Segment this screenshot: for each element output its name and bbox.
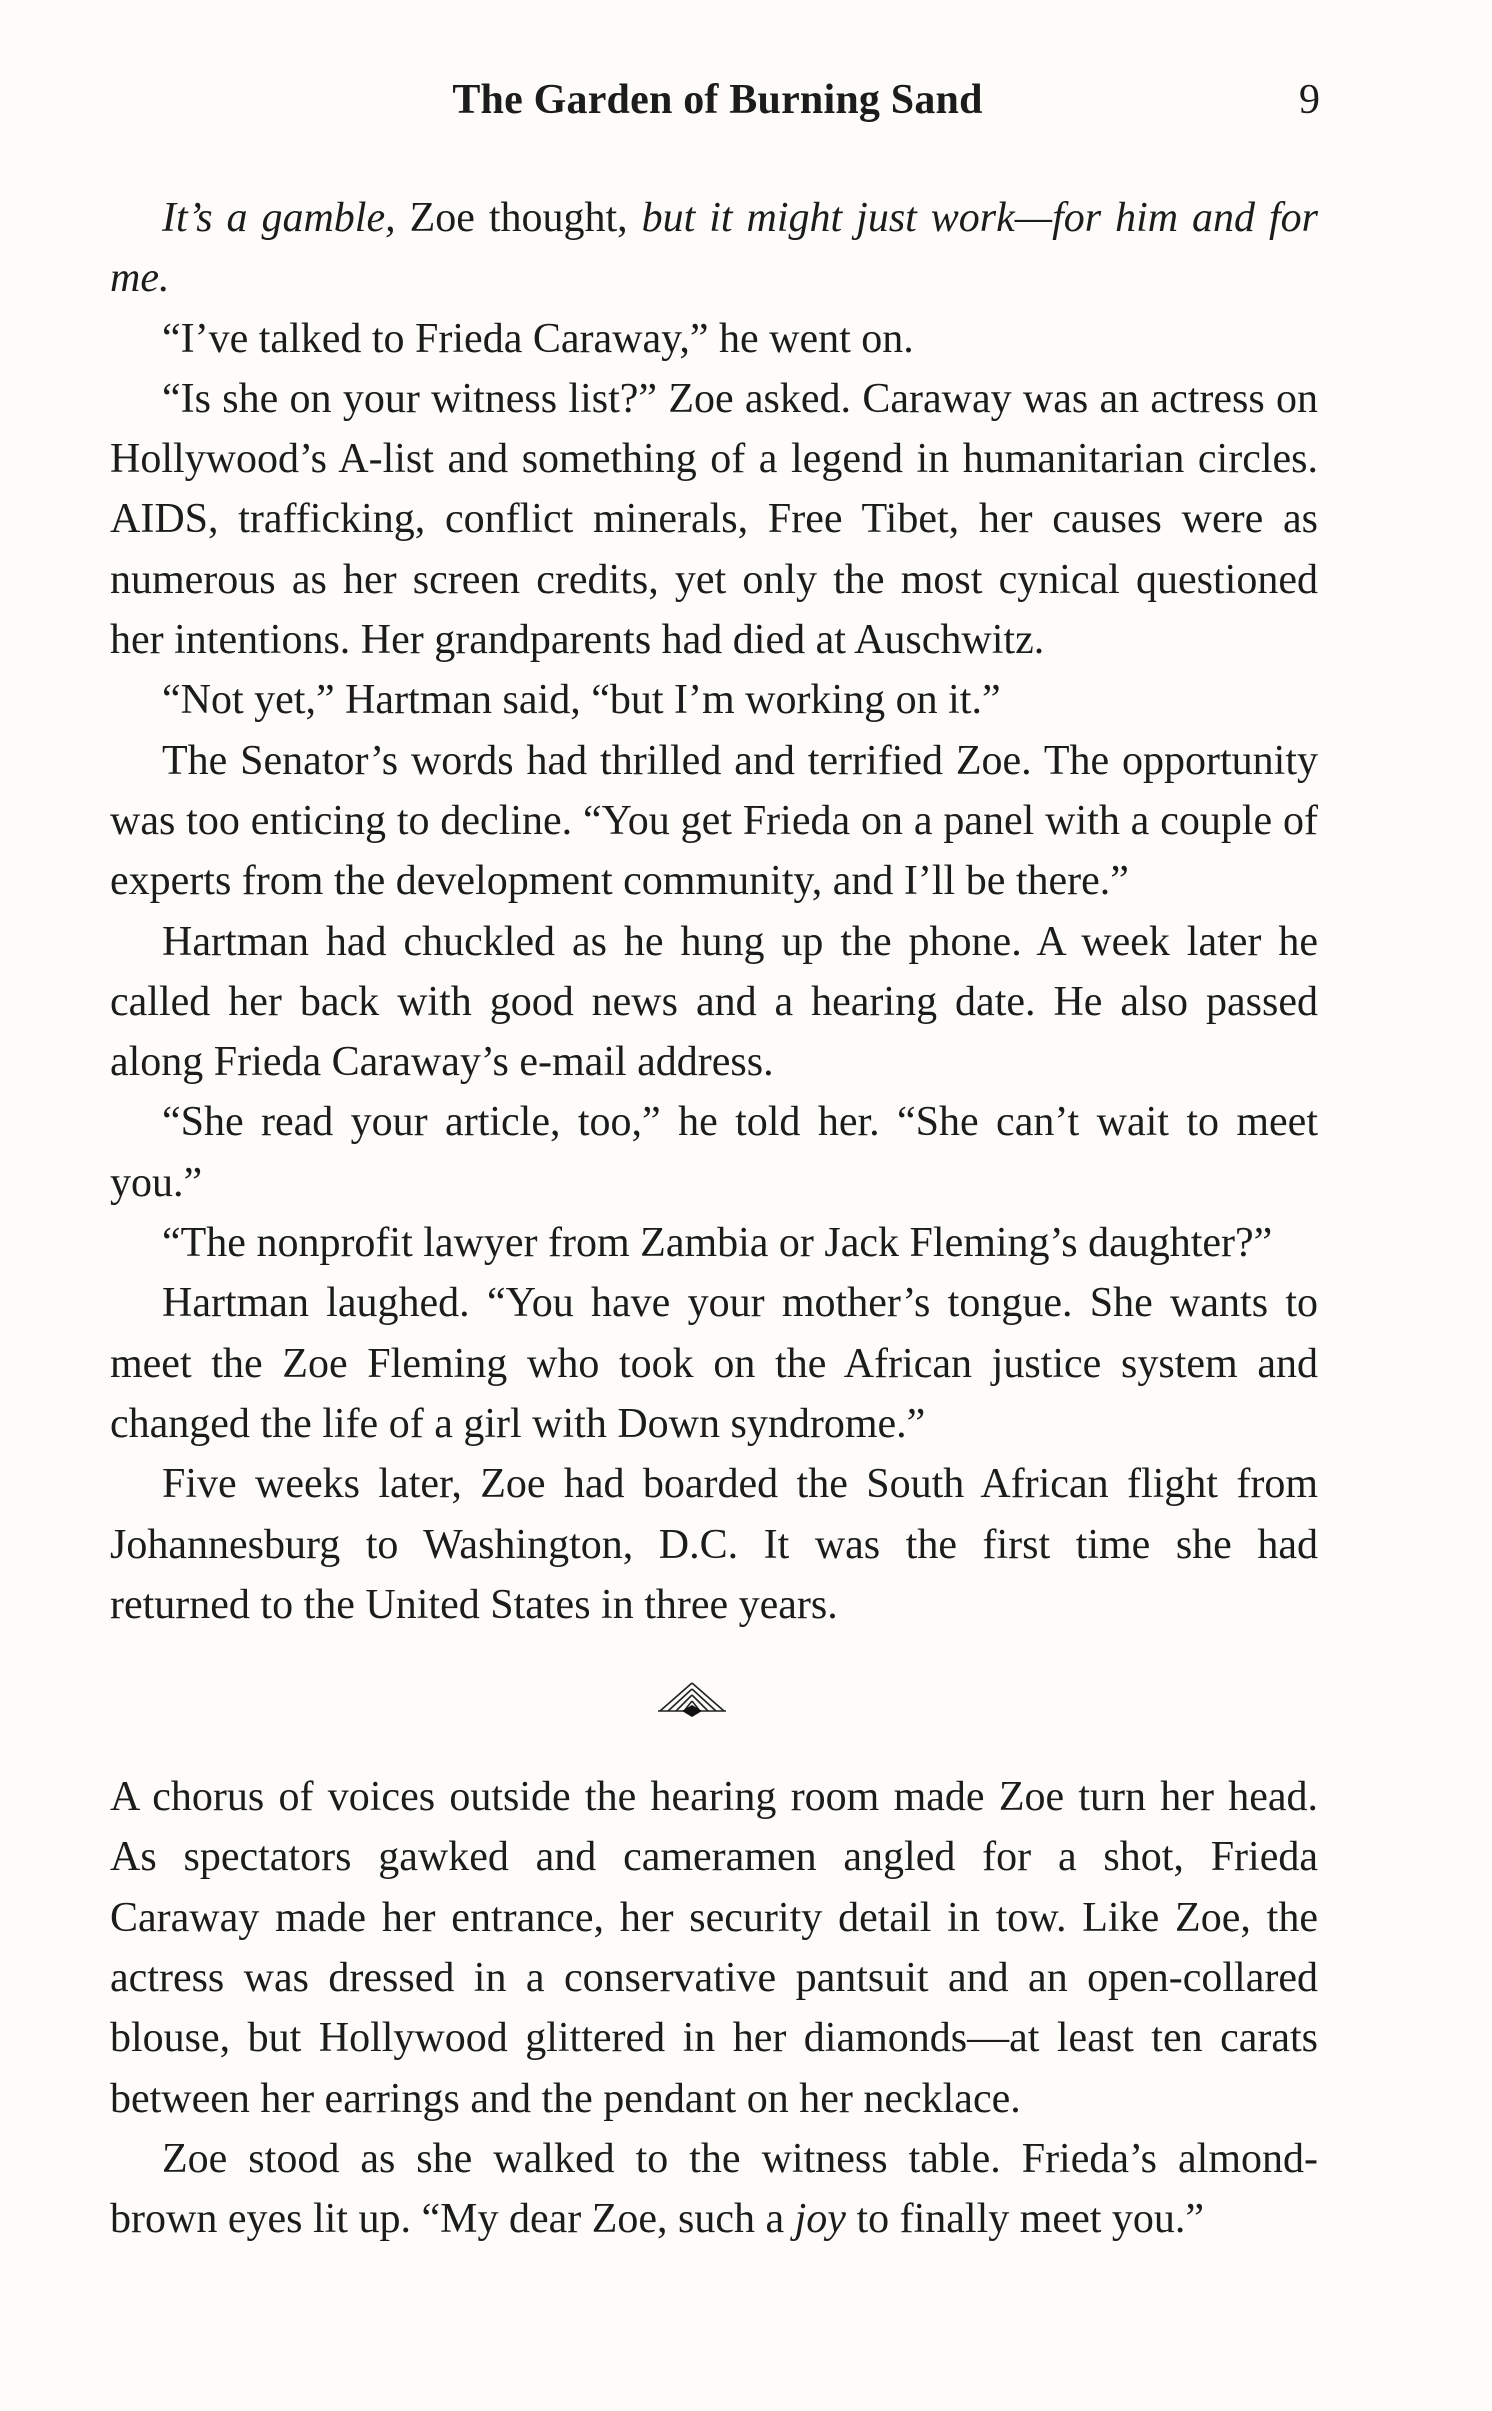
paragraph: “Is she on your witness list?” Zoe asked. Caraway was an actress on Hollywood’s A-list and something of a legend in humanitarian circles. AIDS, trafficking, conflict minerals, Free Tibet, her causes were as numerous as her screen credits, yet only the most cynical questioned her intentions. Her grandparents had died at Auschwitz. bbox=[110, 375, 1318, 664]
running-title: The Garden of Burning Sand bbox=[452, 77, 983, 123]
pyramid-ornament-icon bbox=[656, 1679, 728, 1719]
paragraph: Hartman had chuckled as he hung up the phone. A week later he called her back with good news and a hearing date. He also passed along Frieda Caraway’s e-mail address. bbox=[110, 918, 1318, 1086]
italic-thought: but it might just work—for him and for me. bbox=[110, 195, 1319, 302]
page-number: 9 bbox=[1299, 77, 1320, 123]
paragraph: Five weeks later, Zoe had boarded the South African flight from Johannesburg to Washington, D.C. It was the first time she had returned to the United States in three years. bbox=[110, 1461, 1318, 1628]
paragraph: Hartman laughed. “You have your mother’s tongue. She wants to meet the Zoe Fleming who took on the African justice system and changed the life of a girl with Down syndrome.” bbox=[110, 1280, 1318, 1447]
page-header bbox=[0, 72, 1492, 132]
paragraph bbox=[110, 2129, 1318, 2250]
paragraph bbox=[110, 188, 1318, 309]
paragraph: “Not yet,” Hartman said, “but I’m working on it.” bbox=[162, 677, 1001, 724]
text-run: Zoe stood as she walked to the witness table. Frieda’s almond-brown eyes lit up. “My dear Zoe, such a bbox=[110, 2135, 1318, 2243]
paragraph: The Senator’s words had thrilled and terrified Zoe. The opportunity was too enticing to decline. “You get Frieda on a panel with a couple of experts from the development community, and I’ll be there.” bbox=[110, 737, 1318, 905]
body-text bbox=[110, 188, 1318, 2250]
paragraph: “The nonprofit lawyer from Zambia or Jack Fleming’s daughter?” bbox=[162, 1220, 1273, 1267]
section-break bbox=[110, 1635, 1318, 1767]
italic-word: joy bbox=[794, 2196, 846, 2243]
paragraph: “I’ve talked to Frieda Caraway,” he went on. bbox=[162, 315, 914, 362]
paragraph: A chorus of voices outside the hearing room made Zoe turn her head. As spectators gawked and cameramen angled for a shot, Frieda Caraway made her entrance, her security detail in tow. Like Zoe, the actress was dressed in a conservative pantsuit and an open-collared blouse, but Hollywood glittered in her diamonds—at least ten carats between her earrings and the pendant on her necklace. bbox=[110, 1774, 1318, 2122]
text-run: Zoe thought, bbox=[395, 195, 642, 241]
paragraph: “She read your article, too,” he told her. “She can’t wait to meet you.” bbox=[110, 1099, 1318, 1206]
text-run: to finally meet you.” bbox=[845, 2196, 1205, 2243]
italic-thought: It’s a gamble, bbox=[162, 195, 396, 241]
